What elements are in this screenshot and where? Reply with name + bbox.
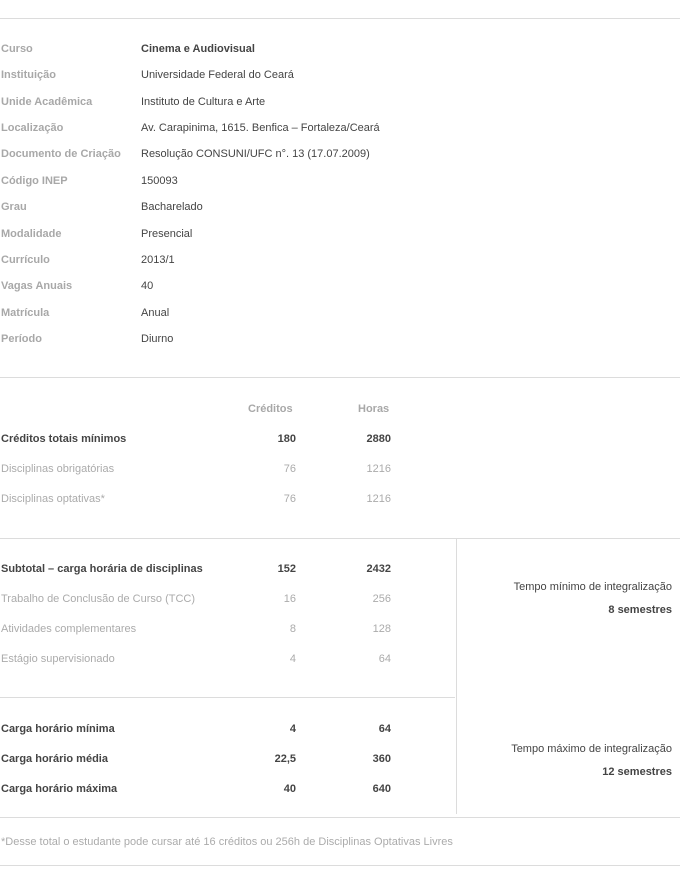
row-creditos: 40 — [283, 783, 296, 795]
row-label: Créditos totais mínimos — [1, 433, 127, 445]
info-label: Matrícula — [1, 307, 50, 319]
table-row — [0, 783, 455, 803]
footnote: *Desse total o estudante pode cursar até 16 créditos ou 256h de Disciplinas Optativas Livres — [1, 836, 453, 848]
info-label: Curso — [1, 43, 33, 55]
info-value: 150093 — [141, 175, 178, 187]
info-value: Anual — [141, 307, 170, 319]
tempo-minimo-label: Tempo mínimo de integralização — [513, 581, 672, 593]
row-label: Disciplinas obrigatórias — [1, 463, 115, 475]
row-label: Carga horário média — [1, 753, 108, 765]
tempo-maximo — [452, 743, 672, 778]
table-row — [0, 463, 455, 483]
info-row-grau — [0, 201, 680, 221]
row-horas: 256 — [372, 593, 391, 605]
row-creditos: 4 — [289, 653, 296, 665]
row-label: Disciplinas optativas* — [1, 493, 105, 505]
row-horas: 128 — [372, 623, 391, 635]
tempo-minimo — [452, 581, 672, 616]
column-header-creditos: Créditos — [248, 403, 293, 415]
row-horas: 1216 — [366, 493, 391, 505]
info-label: Período — [1, 333, 42, 345]
row-horas: 64 — [378, 723, 391, 735]
info-value: Resolução CONSUNI/UFC n°. 13 (17.07.2009) — [141, 148, 370, 160]
info-value: Diurno — [141, 333, 174, 345]
info-value: Presencial — [141, 228, 193, 240]
table-divider — [0, 697, 455, 698]
row-creditos: 16 — [283, 593, 296, 605]
info-row-modalidade — [0, 228, 680, 248]
info-row-localizacao — [0, 122, 680, 142]
top-divider — [0, 18, 680, 19]
info-value: Av. Carapinima, 1615. Benfica – Fortaleza/Ceará — [141, 122, 380, 134]
info-label: Unide Acadêmica — [1, 96, 93, 108]
table-row — [0, 723, 455, 743]
tempo-maximo-label: Tempo máximo de integralização — [511, 743, 672, 755]
info-label: Vagas Anuais — [1, 280, 73, 292]
info-value: Instituto de Cultura e Arte — [141, 96, 266, 108]
row-label: Trabalho de Conclusão de Curso (TCC) — [1, 593, 196, 605]
info-row-unidade — [0, 96, 680, 116]
tempo-minimo-value: 8 semestres — [608, 604, 672, 616]
section-divider — [0, 817, 680, 818]
row-creditos: 8 — [289, 623, 296, 635]
table-row — [0, 493, 455, 513]
info-value: Bacharelado — [141, 201, 203, 213]
row-creditos: 76 — [283, 493, 296, 505]
row-horas: 2432 — [366, 563, 391, 575]
info-value: Universidade Federal do Ceará — [141, 69, 294, 81]
info-value: 40 — [141, 280, 154, 292]
table-row — [0, 623, 455, 643]
row-label: Estágio supervisionado — [1, 653, 115, 665]
table-row — [0, 563, 455, 583]
row-label: Atividades complementares — [1, 623, 137, 635]
section-divider — [0, 377, 680, 378]
info-row-curriculo — [0, 254, 680, 274]
row-label: Carga horário máxima — [1, 783, 118, 795]
info-label: Grau — [1, 201, 27, 213]
info-row-matricula — [0, 307, 680, 327]
column-header-horas: Horas — [358, 403, 390, 415]
row-horas: 360 — [372, 753, 391, 765]
row-label: Subtotal – carga horária de disciplinas — [1, 563, 203, 575]
table-row — [0, 593, 455, 613]
row-creditos: 22,5 — [274, 753, 296, 765]
info-row-curso — [0, 43, 680, 63]
info-label: Localização — [1, 122, 64, 134]
info-row-periodo — [0, 333, 680, 353]
info-value: 2013/1 — [141, 254, 175, 266]
row-horas: 2880 — [366, 433, 391, 445]
table-row — [0, 753, 455, 773]
row-creditos: 76 — [283, 463, 296, 475]
row-creditos: 180 — [277, 433, 296, 445]
info-label: Documento de Criação — [1, 148, 121, 160]
section-divider — [0, 538, 680, 539]
info-label: Modalidade — [1, 228, 62, 240]
info-label: Código INEP — [1, 175, 68, 187]
row-label: Carga horário mínima — [1, 723, 115, 735]
row-horas: 1216 — [366, 463, 391, 475]
row-creditos: 152 — [277, 563, 296, 575]
row-creditos: 4 — [289, 723, 296, 735]
table-row — [0, 433, 455, 453]
info-row-inep — [0, 175, 680, 195]
table-row — [0, 653, 455, 673]
info-label: Currículo — [1, 254, 50, 266]
tempo-maximo-value: 12 semestres — [602, 766, 672, 778]
info-row-vagas — [0, 280, 680, 300]
info-row-instituicao — [0, 69, 680, 89]
info-value: Cinema e Audiovisual — [141, 43, 255, 55]
bottom-divider — [0, 865, 680, 866]
info-row-documento — [0, 148, 680, 168]
row-horas: 64 — [378, 653, 391, 665]
info-label: Instituição — [1, 69, 57, 81]
row-horas: 640 — [372, 783, 391, 795]
